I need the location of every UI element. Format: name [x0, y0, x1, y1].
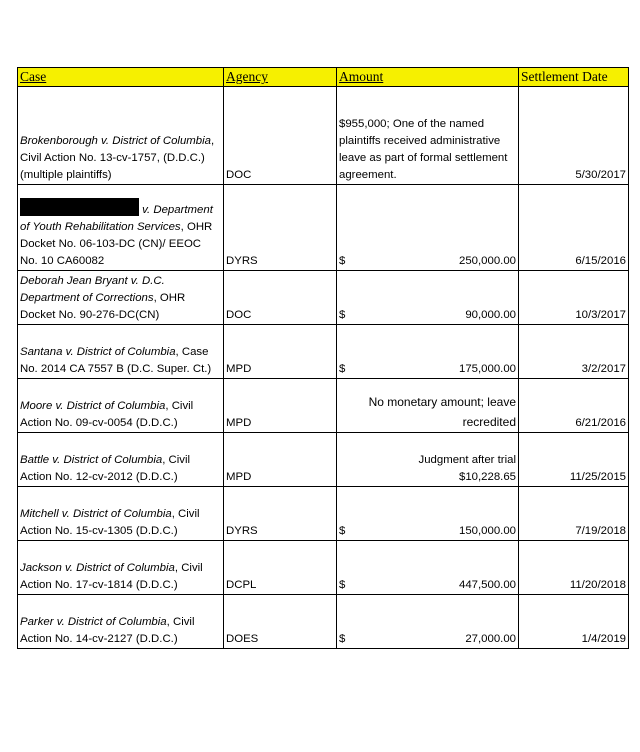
table-row: [18, 595, 629, 649]
date-cell: 1/4/2019: [519, 595, 629, 649]
case-cell: [18, 487, 224, 541]
case-detail: , Civil Action No. 14-cv-2127 (D.D.C.): [20, 616, 195, 645]
header-case: Case: [18, 68, 224, 87]
amount-cell: [337, 379, 519, 433]
agency-cell: DYRS: [224, 185, 337, 271]
currency-symbol: $: [339, 255, 346, 267]
case-cell: [18, 185, 224, 271]
table-row: [18, 185, 629, 271]
currency-symbol: $: [339, 525, 346, 537]
table-row: [18, 487, 629, 541]
table-row: [18, 379, 629, 433]
case-detail: , Civil Action No. 12-cv-2012 (D.D.C.): [20, 454, 191, 483]
case-name: Santana v. District of Columbia: [20, 346, 176, 358]
case-name: Parker v. District of Columbia: [20, 616, 167, 628]
case-name: Deborah Jean Bryant v. D.C. Department of Corrections: [20, 275, 165, 304]
case-name: Battle v. District of Columbia: [20, 454, 163, 466]
case-name: v. Department of Youth Rehabilitation Services: [20, 204, 213, 233]
agency-cell: DCPL: [224, 541, 337, 595]
agency-cell: DOC: [224, 271, 337, 325]
amount-cell: [337, 595, 519, 649]
amount-value: 175,000.00: [458, 363, 516, 375]
case-cell: [18, 87, 224, 185]
case-name: Brokenborough v. District of Columbia: [20, 135, 211, 147]
amount-text: $955,000; One of the named plaintiffs received administrative leave as part of formal settlement agreement.: [339, 118, 508, 181]
settlement-table: [17, 67, 629, 649]
date-cell: 7/19/2018: [519, 487, 629, 541]
agency-cell: DOES: [224, 595, 337, 649]
date-cell: 6/15/2016: [519, 185, 629, 271]
header-amount: Amount: [337, 68, 519, 87]
case-name: Moore v. District of Columbia: [20, 400, 166, 412]
amount-value: 90,000.00: [465, 309, 516, 321]
case-detail: , Civil Action No. 17-cv-1814 (D.D.C.): [20, 562, 203, 591]
agency-cell: DOC: [224, 87, 337, 185]
amount-cell: [337, 271, 519, 325]
agency-cell: MPD: [224, 433, 337, 487]
amount-line-1: Judgment after trial: [418, 454, 516, 466]
amount-cell: [337, 433, 519, 487]
currency-symbol: $: [339, 309, 346, 321]
date-cell: 6/21/2016: [519, 379, 629, 433]
case-detail: , Civil Action No. 09-cv-0054 (D.D.C.): [20, 400, 194, 429]
case-cell: [18, 541, 224, 595]
case-cell: [18, 379, 224, 433]
case-name: Jackson v. District of Columbia: [20, 562, 175, 574]
case-detail: , Civil Action No. 15-cv-1305 (D.D.C.): [20, 508, 200, 537]
table-row: [18, 541, 629, 595]
amount-line-2: recredited: [462, 415, 516, 429]
amount-cell: [337, 541, 519, 595]
agency-cell: MPD: [224, 325, 337, 379]
amount-cell: [337, 87, 519, 185]
date-cell: 10/3/2017: [519, 271, 629, 325]
table-row: [18, 271, 629, 325]
case-cell: [18, 595, 224, 649]
case-detail: , Case No. 2014 CA 7557 B (D.C. Super. Ct.): [20, 346, 212, 375]
header-row: [18, 68, 629, 87]
currency-symbol: $: [339, 363, 346, 375]
currency-symbol: $: [339, 579, 346, 591]
case-detail: , Civil Action No. 13-cv-1757, (D.D.C.) (multiple plaintiffs): [20, 135, 215, 181]
table-row: [18, 433, 629, 487]
date-cell: 5/30/2017: [519, 87, 629, 185]
amount-value: 27,000.00: [465, 633, 516, 645]
amount-value: 250,000.00: [458, 255, 516, 267]
redaction-block: [20, 198, 139, 216]
amount-value: 150,000.00: [458, 525, 516, 537]
case-cell: [18, 325, 224, 379]
case-cell: [18, 271, 224, 325]
amount-line-1: No monetary amount; leave: [368, 395, 516, 409]
table-row: [18, 325, 629, 379]
case-detail: , OHR Docket No. 06-103-DC (CN)/ EEOC No. 10 CA60082: [20, 221, 213, 267]
date-cell: 11/20/2018: [519, 541, 629, 595]
amount-value: 447,500.00: [458, 579, 516, 591]
date-cell: 11/25/2015: [519, 433, 629, 487]
table-row: [18, 87, 629, 185]
case-cell: [18, 433, 224, 487]
currency-symbol: $: [339, 633, 346, 645]
amount-cell: [337, 325, 519, 379]
agency-cell: DYRS: [224, 487, 337, 541]
header-agency: Agency: [224, 68, 337, 87]
amount-line-2: $10,228.65: [458, 471, 516, 483]
amount-cell: [337, 185, 519, 271]
amount-cell: [337, 487, 519, 541]
header-settlement-date: Settlement Date: [519, 68, 629, 87]
case-detail: , OHR Docket No. 90-276-DC(CN): [20, 292, 186, 321]
case-name: Mitchell v. District of Columbia: [20, 508, 172, 520]
agency-cell: MPD: [224, 379, 337, 433]
date-cell: 3/2/2017: [519, 325, 629, 379]
